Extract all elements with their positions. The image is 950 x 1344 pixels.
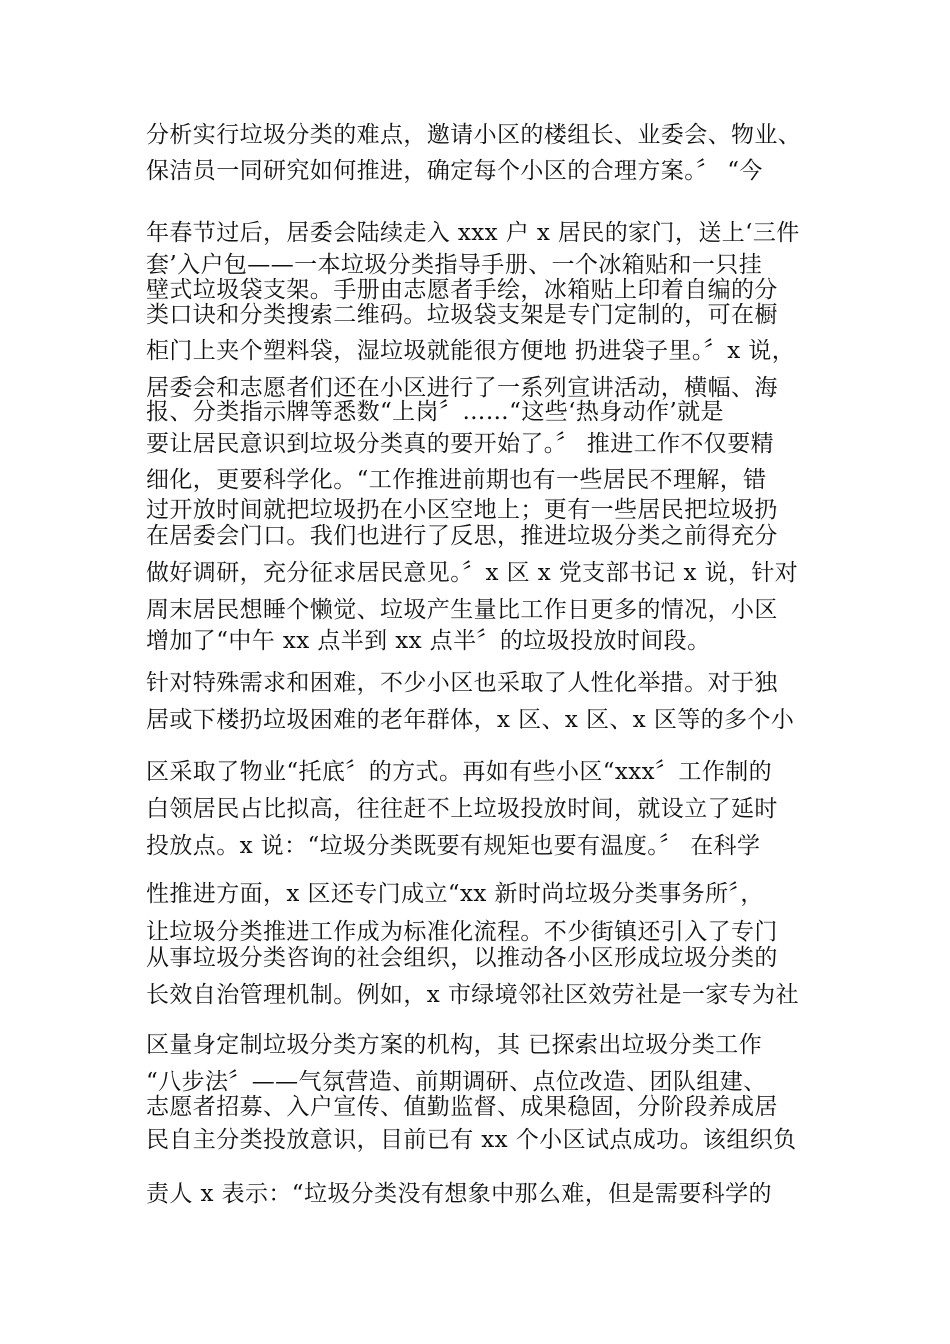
text-line: 做好调研，充分征求居民意见。〞x 区 x 党支部书记 x 说，针对	[146, 560, 799, 586]
text-line: 年春节过后，居委会陆续走入 xxx 户 x 居民的家门，送上‘三件	[146, 220, 800, 246]
text-line: 分析实行垃圾分类的难点，邀请小区的楼组长、业委会、物业、	[146, 122, 802, 148]
text-line: 责人 x 表示：“垃圾分类没有想象中那么难，但是需要科学的	[146, 1181, 772, 1207]
text-line: 让垃圾分类推进工作成为标准化流程。不少街镇还引入了专门	[146, 919, 778, 945]
text-line: 民自主分类投放意识，目前已有 xx 个小区试点成功。该组织负	[146, 1127, 797, 1153]
text-line: 区采取了物业“托底〞的方式。再如有些小区“xxx〞工作制的	[146, 759, 773, 785]
text-line: 套’入户包——一本垃圾分类指导手册、一个冰箱贴和一只挂	[146, 252, 763, 278]
text-line: 类口诀和分类搜索二维码。垃圾袋支架是专门定制的，可在橱	[146, 302, 778, 328]
text-line: 报、分类指示牌等悉数“上岗〞……“这些‘热身动作’就是	[146, 399, 724, 425]
text-line: 细化，更要科学化。“工作推进前期也有一些居民不理解，错	[146, 467, 767, 493]
text-line: 周末居民想睡个懒觉、垃圾产生量比工作日更多的情况，小区	[146, 597, 778, 623]
text-line: 投放点。x 说：“垃圾分类既要有规矩也要有温度。〞 在科学	[146, 833, 761, 859]
text-line: 居委会和志愿者们还在小区进行了一系列宣讲活动，横幅、海	[146, 375, 778, 401]
text-line: 白领居民占比拟高，往往赶不上垃圾投放时间，就设立了延时	[146, 796, 778, 822]
text-line: 过开放时间就把垃圾扔在小区空地上；更有一些居民把垃圾扔	[146, 497, 778, 523]
text-line: 保洁员一同研究如何推进，确定每个小区的合理方案。〞 “今	[146, 158, 763, 184]
text-line: 柜门上夹个塑料袋，湿垃圾就能很方便地 扔进袋子里。〞x 说，	[146, 338, 796, 364]
text-line: 长效自治管理机制。例如，x 市绿境邻社区效劳社是一家专为社	[146, 982, 799, 1008]
text-line: 志愿者招募、入户宣传、值勤监督、成果稳固，分阶段养成居	[146, 1094, 778, 1120]
text-line: “八步法〞——气氛营造、前期调研、点位改造、团队组建、	[146, 1069, 767, 1095]
text-line: 针对特殊需求和困难，不少小区也采取了人性化举措。对于独	[146, 670, 778, 696]
text-line: 在居委会门口。我们也进行了反思，推进垃圾分类之前得充分	[146, 523, 778, 549]
text-line: 要让居民意识到垃圾分类真的要开始了。〞 推进工作不仅要精	[146, 431, 775, 457]
text-line: 性推进方面，x 区还专门成立“xx 新时尚垃圾分类事务所〞，	[146, 881, 764, 907]
text-line: 居或下楼扔垃圾困难的老年群体，x 区、x 区、x 区等的多个小	[146, 707, 795, 733]
text-line: 从事垃圾分类咨询的社会组织，以推动各小区形成垃圾分类的	[146, 945, 778, 971]
text-line: 壁式垃圾袋支架。手册由志愿者手绘，冰箱贴上印着自编的分	[146, 277, 778, 303]
text-line: 区量身定制垃圾分类方案的机构，其 已探索出垃圾分类工作	[146, 1032, 763, 1058]
text-line: 增加了“中午 xx 点半到 xx 点半〞的垃圾投放时间段。	[146, 628, 711, 654]
